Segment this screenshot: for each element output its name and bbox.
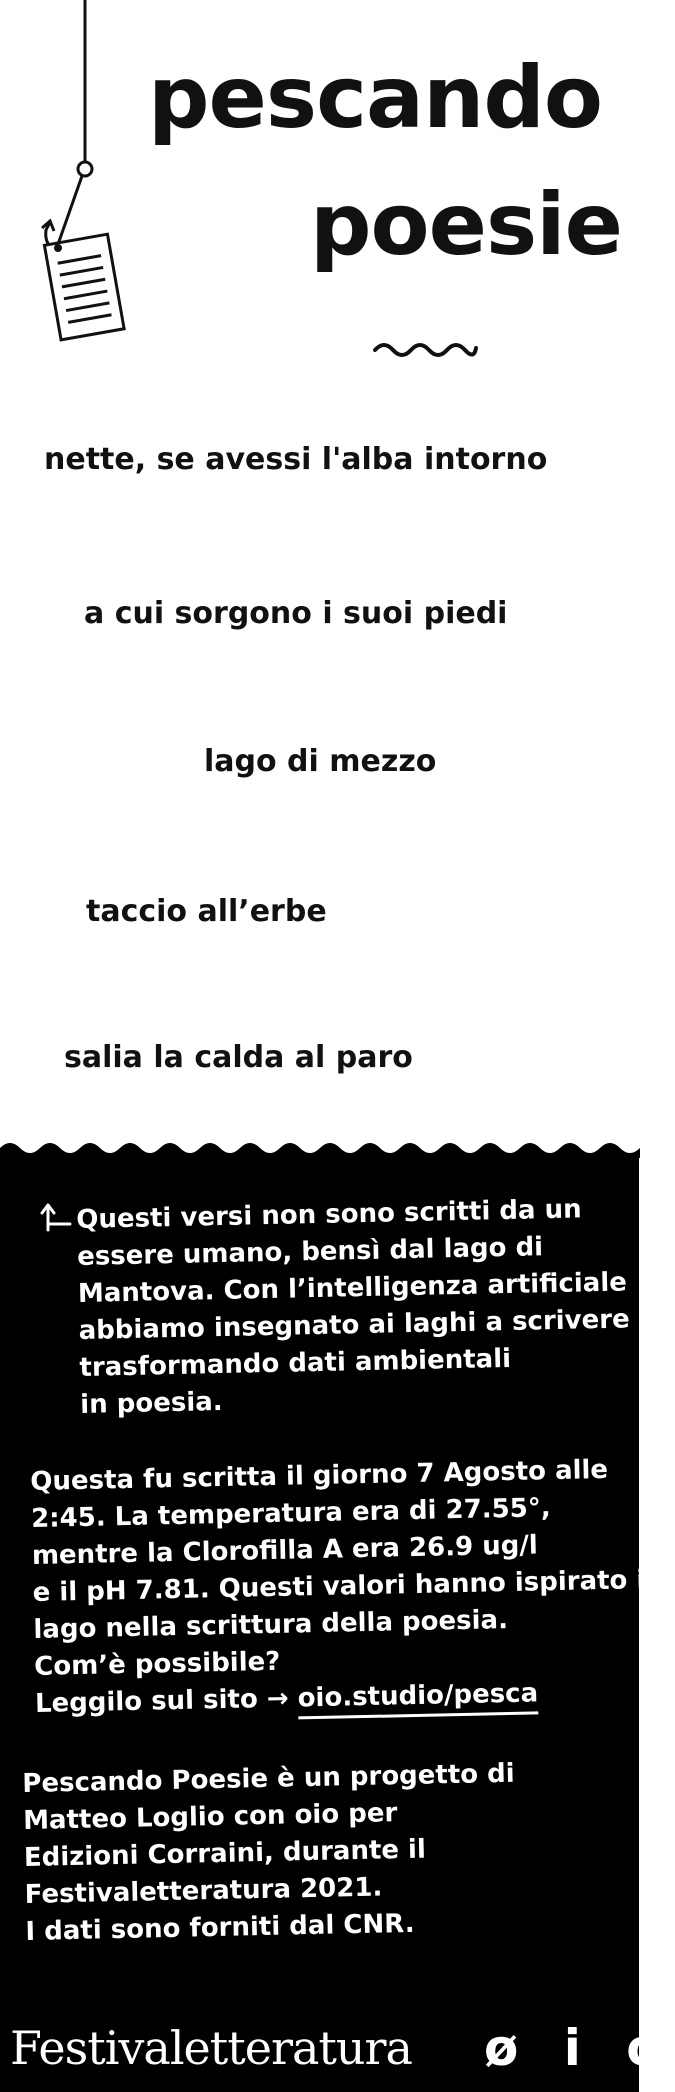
poem-line: a cui sorgono i suoi piedi [84, 596, 508, 631]
oio-logo[interactable]: ø i o [484, 2019, 675, 2077]
detail-line: lago nella scrittura della poesia. [33, 1605, 509, 1645]
info-section [0, 1154, 655, 2092]
website-link[interactable]: oio.studio/pesca [297, 1677, 538, 1719]
detail-line: Questa fu scritta il giorno 7 Agosto alle [30, 1454, 609, 1497]
credits-line: Edizioni Corraini, durante il [23, 1834, 427, 1873]
return-arrow-icon [40, 1200, 72, 1232]
fishing-hook-with-paper-icon [30, 0, 140, 350]
explanation-line: Mantova. Con l’intelligenza artificiale [77, 1267, 628, 1309]
poem-detail-paragraph [30, 1451, 657, 1725]
detail-line: Com’è possibile? [33, 1646, 281, 1682]
page-title-line-2: poesie [310, 175, 622, 275]
credits-line: Festivaletteratura 2021. [24, 1872, 383, 1910]
poem-line: lago di mezzo [204, 744, 437, 779]
squiggle-divider-icon [372, 338, 478, 362]
explanation-paragraph [76, 1190, 632, 1423]
read-more-prefix: Leggilo sul sito → [34, 1683, 298, 1719]
credits-line: Pescando Poesie è un progetto di [22, 1758, 515, 1799]
poem-line: nette, se avessi l'alba intorno [44, 442, 548, 477]
explanation-line: abbiamo insegnato ai laghi a scrivere [78, 1304, 630, 1346]
festivaletteratura-logo[interactable]: Festivaletteratura [10, 2021, 412, 2075]
explanation-line: Questi versi non sono scritti da un [76, 1194, 582, 1235]
credits-line: I dati sono forniti dal CNR. [25, 1908, 415, 1947]
credits-line: Matteo Loglio con oio per [22, 1798, 398, 1836]
detail-line: e il pH 7.81. Questi valori hanno ispirato il [32, 1564, 655, 1608]
explanation-line: trasformando dati ambientali [79, 1343, 512, 1383]
poem-line: salia la calda al paro [64, 1040, 413, 1075]
page-title-line-1: pescando [148, 48, 602, 148]
poem-line: taccio all’erbe [86, 894, 327, 929]
explanation-line: essere umano, bensì dal lago di [76, 1232, 544, 1272]
detail-line: 2:45. La temperatura era di 27.55°, [30, 1493, 551, 1534]
explanation-line: in poesia. [79, 1386, 223, 1420]
credits-paragraph [22, 1756, 518, 1951]
detail-line: mentre la Clorofilla A era 26.9 ug/l [31, 1530, 539, 1571]
